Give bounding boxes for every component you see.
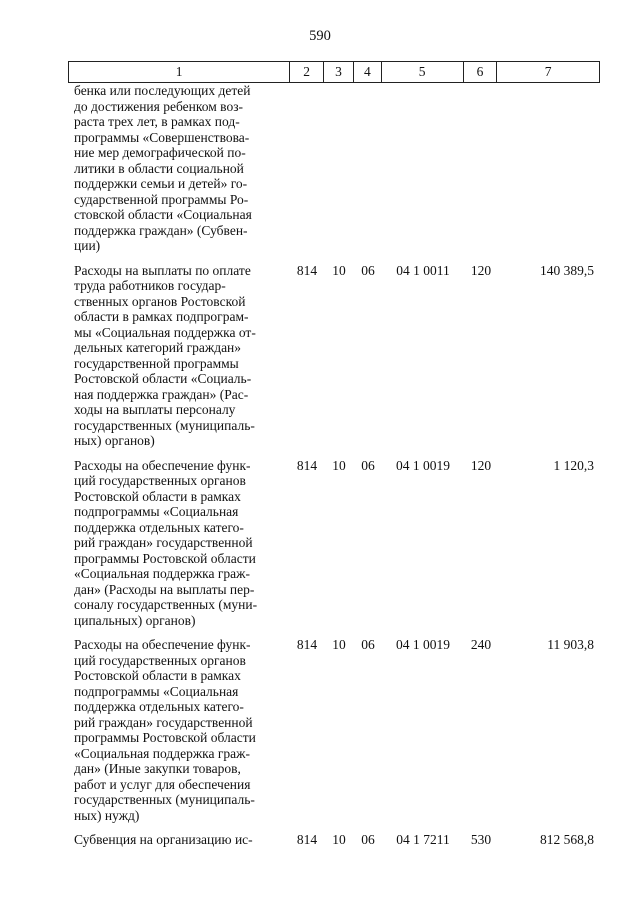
row-col-5: 04 1 0019 xyxy=(396,457,450,473)
row-col-5: 04 1 7211 xyxy=(396,832,450,847)
row-col-2: 814 xyxy=(296,457,318,473)
row-col-6: 530 xyxy=(470,832,492,847)
page-number: 590 xyxy=(309,28,331,44)
header-col-6: 6 xyxy=(464,62,498,82)
row-description: Расходы на выплаты по оплате труда работников государ- ственных органов Ростовской области в рамках подпрограм- мы «Социальная поддержка от- дельных категорий граждан» государственной программы Ростовской области «Социаль- ная поддержка граждан» (Рас- ходы на выплаты персоналу государственных (муниципаль- ных) органов) xyxy=(74,262,256,448)
row-col-2: 814 xyxy=(296,832,318,847)
row-col-5: 04 1 0011 xyxy=(396,262,450,278)
header-col-1: 1 xyxy=(69,62,290,82)
row-col-3: 10 xyxy=(332,457,346,473)
row-amount: 812 568,8 xyxy=(540,832,594,847)
row-amount: 11 903,8 xyxy=(547,637,594,652)
row-description: Расходы на обеспечение функ- ций государственных органов Ростовской области в рамках подпрограммы «Социальная поддержка отдельных катего- рий граждан» государственной программы Ростовской области «Социальная поддержка граж- дан» (Расходы на выплаты пер- соналу государственных (муни- ципальных) органов) xyxy=(74,457,258,628)
table-row xyxy=(68,832,600,848)
row-col-4: 06 xyxy=(361,637,375,652)
header-col-4: 4 xyxy=(354,62,382,82)
row-col-4: 06 xyxy=(361,262,375,278)
table-row xyxy=(68,83,600,254)
row-amount: 140 389,5 xyxy=(540,262,594,278)
row-description: Расходы на обеспечение функ- ций государственных органов Ростовской области в рамках подпрограммы «Социальная поддержка отдельных катего- рий граждан» государственной программы Ростовской области «Социальная поддержка граж- дан» (Иные закупки товаров, работ и услуг для обеспечения государственных (муниципаль- ных) нужд) xyxy=(74,637,256,823)
row-col-2: 814 xyxy=(296,262,318,278)
row-col-5 xyxy=(382,83,464,254)
row-col-4 xyxy=(354,83,382,254)
row-col-4: 06 xyxy=(361,457,375,473)
row-description: бенка или последующих детей до достижения ребенком воз- раста трех лет, в рамках под- программы «Совершенствова- ние мер демографической по- литики в области социальной поддержки семьи и детей» го- сударственной программы Ро- стовской области «Социальная поддержка граждан» (Субвен- ции) xyxy=(74,83,252,253)
row-description: Субвенция на организацию ис- xyxy=(74,832,253,847)
row-col-3: 10 xyxy=(332,637,346,652)
table-row xyxy=(68,458,600,629)
table-header xyxy=(68,61,600,83)
row-col-6: 120 xyxy=(470,457,492,473)
row-col-6 xyxy=(464,83,498,254)
row-col-3: 10 xyxy=(332,832,346,847)
row-col-2: 814 xyxy=(296,637,318,652)
row-col-6: 120 xyxy=(470,262,492,278)
header-col-5: 5 xyxy=(382,62,464,82)
row-amount xyxy=(498,83,600,254)
row-col-6: 240 xyxy=(470,637,492,652)
row-col-3 xyxy=(324,83,354,254)
header-col-3: 3 xyxy=(324,62,354,82)
budget-table xyxy=(68,61,600,848)
header-col-7: 7 xyxy=(544,64,552,79)
table-row xyxy=(68,263,600,449)
row-col-4: 06 xyxy=(361,832,375,847)
row-col-3: 10 xyxy=(332,262,346,278)
row-amount: 1 120,3 xyxy=(553,457,594,473)
row-col-2 xyxy=(290,83,324,254)
header-col-2: 2 xyxy=(290,62,324,82)
row-col-5: 04 1 0019 xyxy=(396,637,450,652)
table-row xyxy=(68,637,600,823)
